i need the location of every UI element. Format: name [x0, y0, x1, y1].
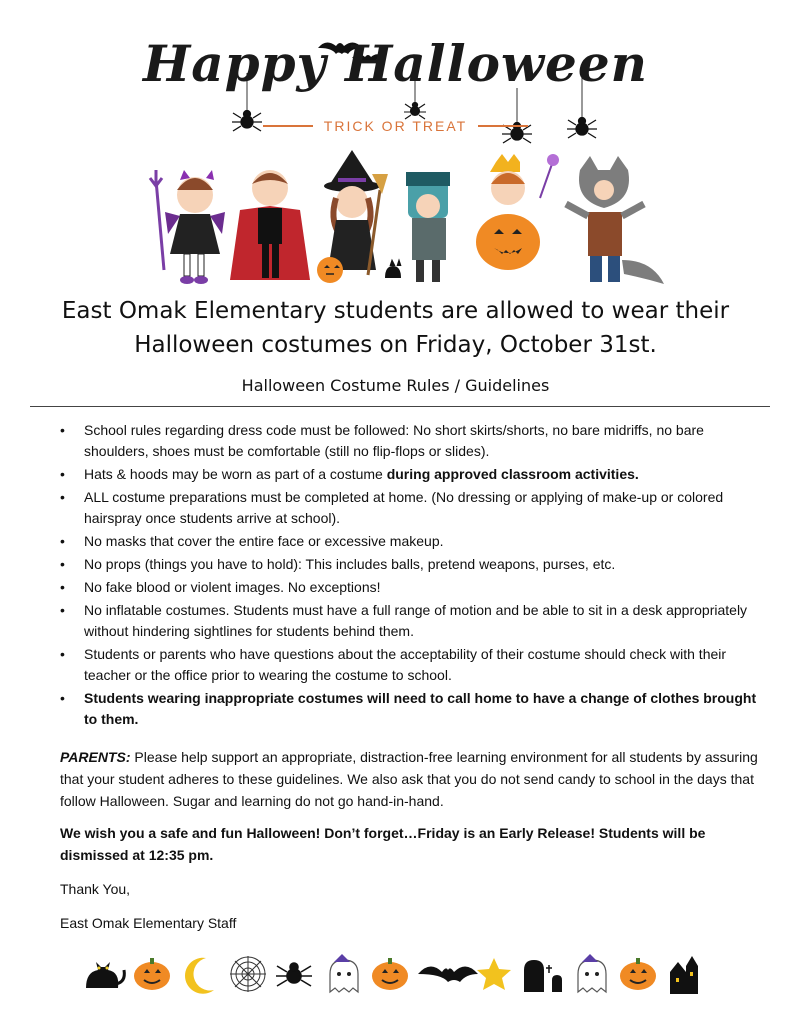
thanks-line: Thank You,	[60, 881, 131, 897]
rule-bold-text: Students wearing inappropriate costumes will need to call home to have a change of clothes brought to them.	[84, 690, 757, 727]
rule-text: No masks that cover the entire face or excessive makeup.	[84, 533, 444, 549]
wish-paragraph: We wish you a safe and fun Halloween! Don’t forget…Friday is an Early Release! Students will be dismissed at 12:35 pm.	[60, 825, 706, 863]
list-item	[60, 644, 760, 686]
witch-costume-kid	[317, 150, 401, 283]
ghost-icon	[578, 954, 606, 992]
parents-text: Please help support an appropriate, distraction-free learning environment for all students by assuring that your student adheres to these guidelines. We also ask that you do not send candy to school in the days that follow Halloween. Sugar and learning do not go hand-in-hand.	[60, 749, 758, 809]
bullet: •	[60, 602, 65, 618]
subtitle	[0, 117, 791, 135]
bullet: •	[60, 489, 65, 505]
rules-list	[60, 420, 760, 732]
bullet: •	[60, 466, 65, 482]
page-title: Happy Halloween	[142, 34, 648, 93]
star-icon	[477, 958, 511, 990]
subtitle-rule-left	[263, 125, 313, 127]
list-item	[60, 531, 760, 552]
bullet: •	[60, 556, 65, 572]
pumpkin-icon	[134, 958, 170, 990]
rule-text: ALL costume preparations must be completed at home. (No dressing or applying of make-up or colored hairspray once students arrive at school).	[84, 489, 724, 526]
haunted-house-icon	[670, 956, 698, 994]
pumpkin-icon	[620, 958, 656, 990]
list-item	[60, 600, 760, 642]
parents-label: PARENTS:	[60, 749, 131, 765]
werewolf-costume-kid	[566, 156, 664, 284]
headline	[40, 294, 751, 362]
bullet: •	[60, 579, 65, 595]
subtitle-text: TRICK OR TREAT	[323, 117, 468, 134]
moon-icon	[185, 958, 214, 994]
list-item	[60, 577, 760, 598]
frankenstein-costume-kid	[406, 172, 450, 282]
rule-text: School rules regarding dress code must be followed: No short skirts/shorts, no bare midriffs, no bare shoulders, shoes must be comfortable (still no flip-flops or slides).	[84, 422, 704, 459]
signature-line: East Omak Elementary Staff	[60, 915, 237, 931]
list-item	[60, 487, 760, 529]
rule-text: No fake blood or violent images. No exceptions!	[84, 579, 381, 595]
costumed-kids-illustration	[140, 150, 670, 290]
bullet: •	[60, 646, 65, 662]
bullet: •	[60, 422, 65, 438]
bullet: •	[60, 690, 65, 706]
rules-title: Halloween Costume Rules / Guidelines	[241, 376, 550, 395]
footer-icon-row	[78, 948, 708, 998]
pumpkin-icon	[372, 958, 408, 990]
ghost-icon	[330, 954, 358, 992]
subtitle-rule-right	[478, 125, 528, 127]
rule-text: No inflatable costumes. Students must have a full range of motion and be able to sit in a desk appropriately without hindering sightlines for students behind them.	[84, 602, 748, 639]
bullet: •	[60, 533, 65, 549]
rule-text: Hats & hoods may be worn as part of a costume	[84, 466, 387, 482]
spider-icon	[276, 963, 312, 986]
vampire-costume-kid	[230, 170, 310, 280]
divider	[30, 406, 770, 407]
rule-text: Students or parents who have questions about the acceptability of their costume should check with their teacher or the office prior to wearing the costume to school.	[84, 646, 727, 683]
parents-paragraph	[60, 746, 765, 812]
devil-costume-kid	[150, 170, 225, 284]
pumpkin-costume-kid	[476, 154, 559, 270]
list-item	[60, 554, 760, 575]
list-item	[60, 688, 760, 730]
spiderweb-icon	[230, 956, 266, 992]
bat-icon	[418, 966, 478, 982]
tombstone-icon	[524, 960, 562, 992]
rule-text: No props (things you have to hold): This includes balls, pretend weapons, purses, etc.	[84, 556, 616, 572]
list-item	[60, 420, 760, 462]
headline-line-1: East Omak Elementary students are allowed to wear their	[61, 298, 730, 324]
cat-icon	[86, 962, 124, 988]
rule-bold-text: during approved classroom activities.	[386, 466, 639, 482]
list-item	[60, 464, 760, 485]
headline-line-2: Halloween costumes on Friday, October 31st.	[134, 332, 657, 358]
